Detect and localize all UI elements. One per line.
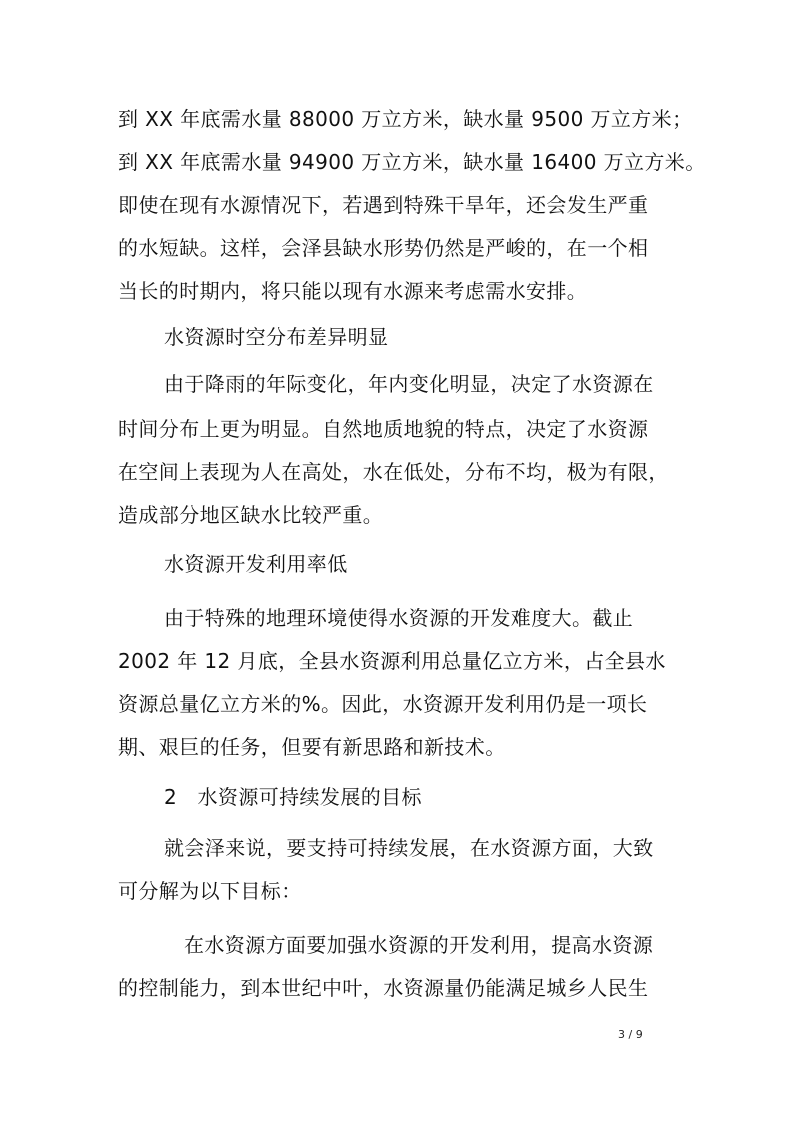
body-text-line: 就会泽来说，要支持可持续发展，在水资源方面，大致: [164, 836, 654, 860]
body-text-line: 在水资源方面要加强水资源的开发利用，提高水资源: [184, 933, 654, 957]
body-text-line: 造成部分地区缺水比较严重。: [118, 503, 384, 527]
body-text-line: 由于降雨的年际变化，年内变化明显，决定了水资源在: [164, 372, 654, 396]
section-heading: 水资源时空分布差异明显: [164, 325, 389, 349]
body-text-line: 2002 年 12 月底，全县水资源利用总量亿立方米，占全县水: [118, 649, 666, 673]
body-text-line: 由于特殊的地理环境使得水资源的开发难度大。截止: [164, 606, 634, 630]
body-text-line: 即使在现有水源情况下，若遇到特殊干旱年，还会发生严重: [118, 193, 649, 217]
body-text-line: 的水短缺。这样，会泽县缺水形势仍然是严峻的，在一个相: [118, 236, 649, 260]
body-text-line: 可分解为以下目标：: [118, 879, 302, 903]
page-number: 3 / 9: [618, 1028, 643, 1041]
body-text-line: 到 XX 年底需水量 94900 万立方米，缺水量 16400 万立方米。: [118, 150, 706, 174]
body-text-line: 当长的时期内，将只能以现有水源来考虑需水安排。: [118, 279, 588, 303]
section-heading: 2 水资源可持续发展的目标: [164, 785, 422, 809]
section-heading: 水资源开发利用率低: [164, 552, 348, 576]
body-text-line: 期、艰巨的任务，但要有新思路和新技术。: [118, 735, 506, 759]
body-text-line: 资源总量亿立方米的%。因此，水资源开发利用仍是一项长: [118, 692, 648, 716]
body-text-line: 到 XX 年底需水量 88000 万立方米，缺水量 9500 万立方米；: [118, 107, 693, 131]
body-text-line: 在空间上表现为人在高处，水在低处，分布不均，极为有限，: [118, 460, 669, 484]
body-text-line: 的控制能力，到本世纪中叶，水资源量仍能满足城乡人民生: [118, 976, 649, 1000]
body-text-line: 时间分布上更为明显。自然地质地貌的特点，决定了水资源: [118, 417, 649, 441]
